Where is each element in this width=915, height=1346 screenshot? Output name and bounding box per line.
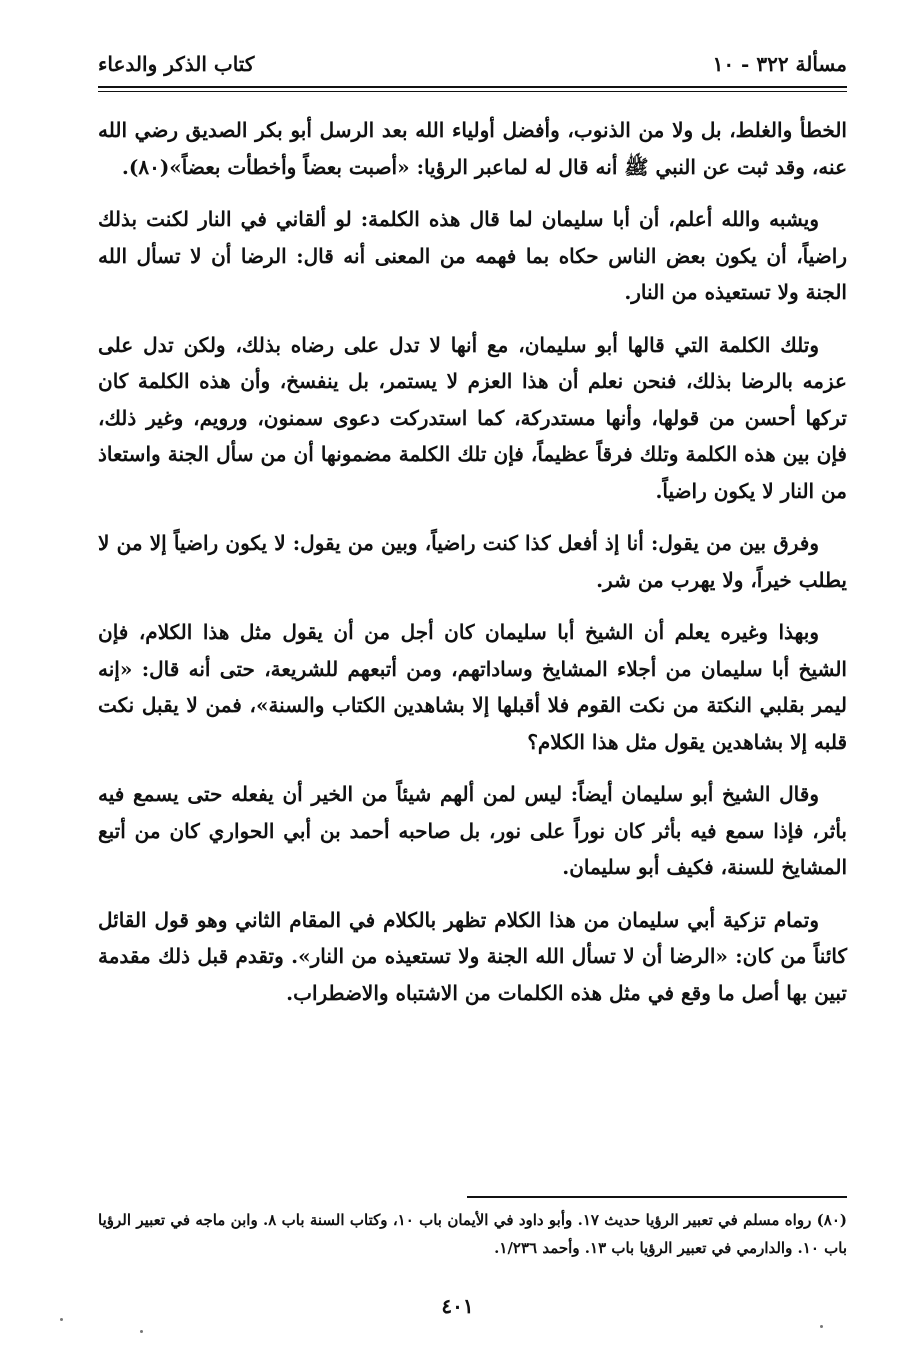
main-text xyxy=(98,112,847,1027)
header-section: مسألة ٣٢٢ - ١٠ xyxy=(712,52,847,76)
paragraph-5: وبهذا وغيره يعلم أن الشيخ أبا سليمان كان أجل من أن يقول مثل هذا الكلام، فإن الشيخ أبا سليمان من أجلاء المشايخ وساداتهم، ومن أتبعهم للشريعة، حتى أنه قال: «إنه ليمر بقلبي النكتة من نكت القوم فلا أقبلها إلا بشاهدين الكتاب والسنة»، فمن لا يقبل نكت قلبه إلا بشاهدين يقول مثل هذا الكلام؟ xyxy=(98,620,847,754)
paragraph-6: وقال الشيخ أبو سليمان أيضاً: ليس لمن ألهم شيئاً من الخير أن يفعله حتى يسمع فيه بأثر، فإذا سمع فيه بأثر كان نوراً على نور، بل صاحبه أحمد بن أبي الحواري كان من أتبع المشايخ للسنة، فكيف أبو سليمان. xyxy=(98,782,847,879)
paragraph-2: ويشبه والله أعلم، أن أبا سليمان لما قال هذه الكلمة: لو ألقاني في النار لكنت بذلك راضياً، أن يكون بعض الناس حكاه بما فهمه من المعنى أنه قال: الرضا أن لا تسأل الله الجنة ولا تستعيذه من النار. xyxy=(98,207,847,304)
header-rule xyxy=(98,86,847,88)
header-book-title: كتاب الذكر والدعاء xyxy=(98,52,255,76)
paragraph-7: وتمام تزكية أبي سليمان من هذا الكلام تظهر بالكلام في المقام الثاني وهو قول القائل كائناً من كان: «الرضا أن لا تسأل الله الجنة ولا تستعيذه من النار». وتقدم قبل ذلك مقدمة تبين بها أصل ما وقع في مثل هذه الكلمات من الاشتباه والاضطراب. xyxy=(98,907,847,1005)
footnote-rule xyxy=(467,1196,847,1198)
paragraph-3: وتلك الكلمة التي قالها أبو سليمان، مع أنها لا تدل على رضاه بذلك، ولكن تدل على عزمه بالرضا بذلك، فنحن نعلم أن هذا العزم لا يستمر، بل ينفسخ، وأن هذه الكلمة كان تركها أحسن من قولها، وأنها مستدركة، كما استدركت دعوى سمنون، ورويم، وغير ذلك، فإن بين هذه الكلمة وتلك فرقاً عظيماً، فإن تلك الكلمة مضمونها أن من سأل الجنة واستعاذ من النار لا يكون راضياً. xyxy=(98,332,847,503)
paragraph-1: الخطأ والغلط، بل ولا من الذنوب، وأفضل أولياء الله بعد الرسل أبو بكر الصديق رضي الله عنه، وقد ثبت عن النبي ﷺ أنه قال له لماعبر الرؤيا: «أصبت بعضاً وأخطأت بعضاً»(٨٠). xyxy=(98,118,847,179)
paragraph-4: وفرق بين من يقول: أنا إذ أفعل كذا كنت راضياً، وبين من يقول: لا يكون راضياً إلا من لا يطلب خيراً، ولا يهرب من شر. xyxy=(98,531,847,592)
scan-speck xyxy=(820,1325,823,1328)
footnote: (٨٠) رواه مسلم في تعبير الرؤيا حديث ١٧. وأبو داود في الأيمان باب ١٠، وكتاب السنة باب ٨. وابن ماجه في تعبير الرؤيا باب ١٠. والدارمي في تعبير الرؤيا باب ١٣. وأحمد ١/٢٣٦. xyxy=(98,1211,847,1257)
scan-speck xyxy=(140,1330,143,1333)
scan-speck xyxy=(60,1318,63,1321)
page-number: ٤٠١ xyxy=(441,1294,474,1318)
header-rule-thin xyxy=(98,91,847,92)
running-header xyxy=(98,42,847,82)
